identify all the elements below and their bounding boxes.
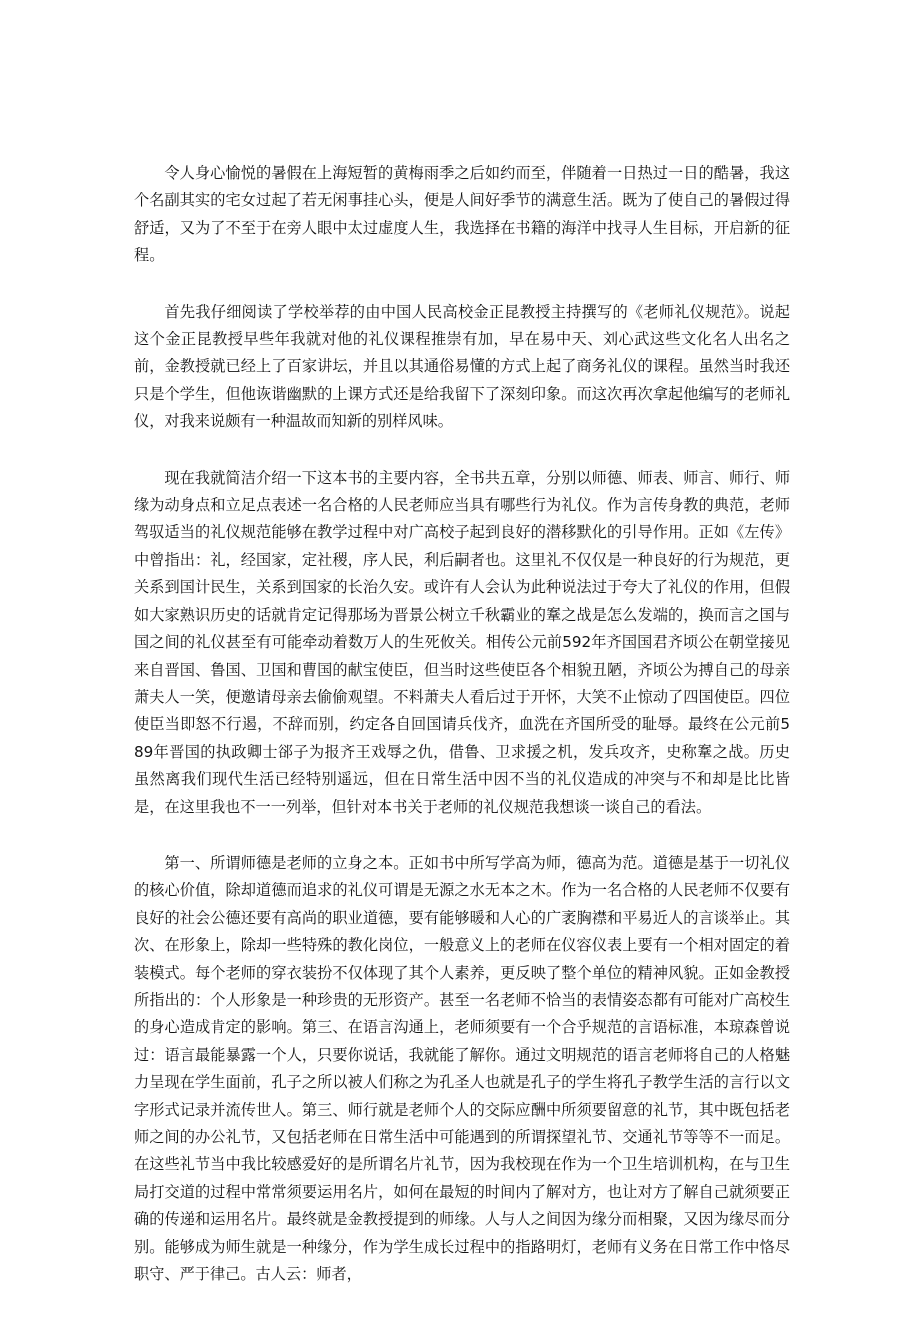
paragraph-summer-vacation: 令人身心愉悦的暑假在上海短暂的黄梅雨季之后如约而至，伴随着一日热过一日的酷暑，我这个名副其实的宅女过起了若无闲事挂心头，便是人间好季节的满意生活。既为了使自己的暑假过得舒适，又为了不至于在旁人眼中太过虚度人生，我选择在书籍的海洋中找寻人生目标，开启新的征程。 <box>134 164 790 265</box>
paragraph-book-introduction: 首先我仔细阅读了学校举荐的由中国人民高校金正昆教授主持撰写的《老师礼仪规范》。说起这个金正昆教授早些年我就对他的礼仪课程推崇有加，早在易中天、刘心武这些文化名人出名之前，金教授就已经上了百家讲坛，并且以其通俗易懂的方式上起了商务礼仪的课程。虽然当时我还只是个学生，但他诙谐幽默的上课方式还是给我留下了深刻印象。而这次再次拿起他编写的老师礼仪，对我来说颇有一种温故而知新的别样风味。 <box>134 302 790 431</box>
document-body <box>134 160 790 1317</box>
paragraph-book-content: 现在我就简洁介绍一下这本书的主要内容，全书共五章，分别以师德、师表、师言、师行、师缘为动身点和立足点表述一名合格的人民老师应当具有哪些行为礼仪。作为言传身教的典范，老师驾驭适当的礼仪规范能够在教学过程中对广高校子起到良好的潜移默化的引导作用。正如《左传》中曾指出：礼，经国家，定社稷，序人民，利后嗣者也。这里礼不仅仅是一种良好的行为规范，更关系到国计民生，关系到国家的长治久安。或许有人会认为此种说法过于夸大了礼仪的作用，但假如大家熟识历史的话就肯定记得那场为晋景公树立千秋霸业的鞌之战是怎么发端的，换而言之国与国之间的礼仪甚至有可能牵动着数万人的生死攸关。相传公元前592年齐国国君齐顷公在朝堂接见来自晋国、鲁国、卫国和曹国的献宝使臣，但当时这些使臣各个相貌丑陋，齐顷公为搏自己的母亲萧夫人一笑，便邀请母亲去偷偷观望。不料萧夫人看后过于开怀，大笑不止惊动了四国使臣。四位使臣当即怒不行遏，不辞而别，约定各自回国请兵伐齐，血洗在齐国所受的耻辱。最终在公元前589年晋国的执政卿士郤子为报齐王戏辱之仇，借鲁、卫求援之机，发兵攻齐，史称鞌之战。历史虽然离我们现代生活已经特别遥远，但在日常生活中因不当的礼仪造成的冲突与不和却是比比皆是，在这里我也不一一列举，但针对本书关于老师的礼仪规范我想谈一谈自己的看法。 <box>134 468 790 816</box>
paragraph-teacher-ethics: 第一、所谓师德是老师的立身之本。正如书中所写学高为师，德高为范。道德是基于一切礼仪的核心价值，除却道德而追求的礼仪可谓是无源之水无本之木。作为一名合格的人民老师不仅要有良好的社会公德还要有高尚的职业道德，要有能够暖和人心的广袤胸襟和平易近人的言谈举止。其次、在形象上，除却一些特殊的教化岗位，一般意义上的老师在仪容仪表上要有一个相对固定的着装模式。每个老师的穿衣装扮不仅体现了其个人素养，更反映了整个单位的精神风貌。正如金教授所指出的：个人形象是一种珍贵的无形资产。甚至一名老师不恰当的表情姿态都有可能对广高校生的身心造成肯定的影响。第三、在语言沟通上，老师须要有一个合乎规范的言语标准，本琼森曾说过：语言最能暴露一个人，只要你说话，我就能了解你。通过文明规范的语言老师将自己的人格魅力呈现在学生面前，孔子之所以被人们称之为孔圣人也就是孔子的学生将孔子教学生活的言行以文字形式记录并流传世人。第三、师行就是老师个人的交际应酬中所须要留意的礼节，其中既包括老师之间的办公礼节，又包括老师在日常生活中可能遇到的所谓探望礼节、交通礼节等等不一而足。在这些礼节当中我比较感爱好的是所谓名片礼节，因为我校现在作为一个卫生培训机构，在与卫生局打交道的过程中常常须要运用名片，如何在最短的时间内了解对方，也让对方了解自己就须要正确的传递和运用名片。最终就是金教授提到的师缘。人与人之间因为缘分而相聚，又因为缘尽而分别。能够成为师生就是一种缘分，作为学生成长过程中的指路明灯，老师有义务在日常工作中恪尽职守、严于律己。古人云：师者， <box>134 853 790 1284</box>
